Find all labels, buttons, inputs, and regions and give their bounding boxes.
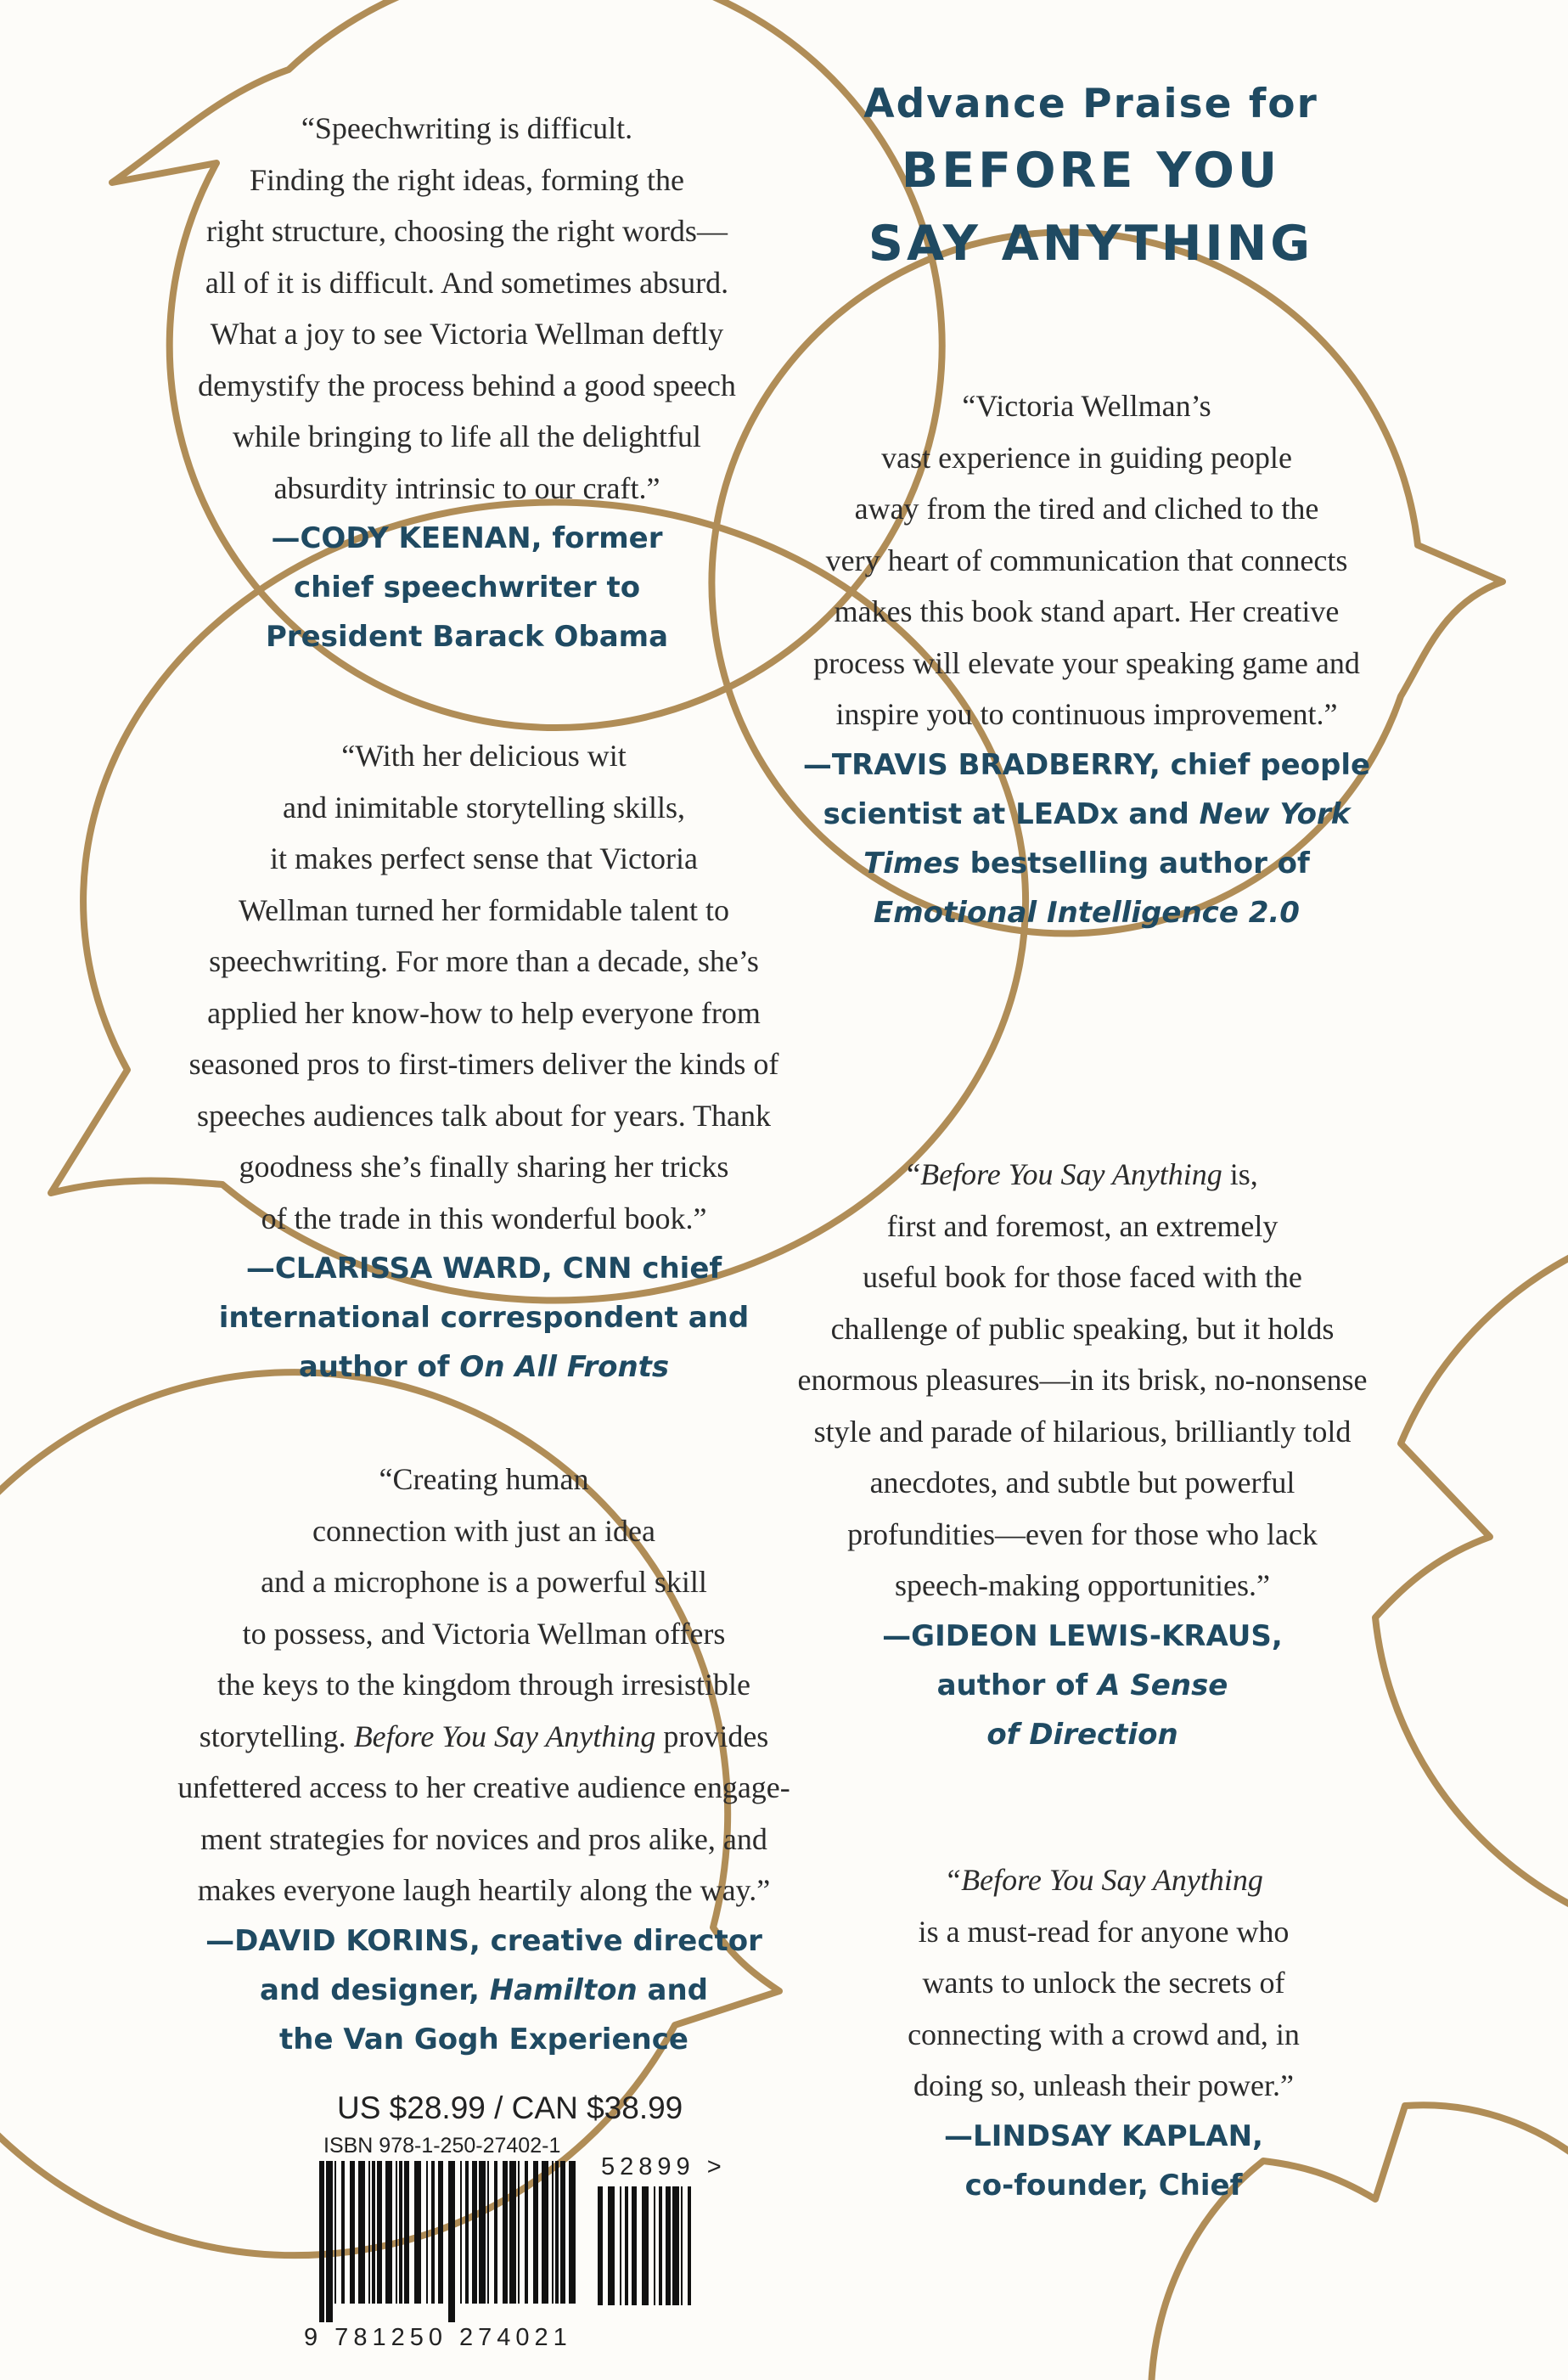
quote-line [136, 1711, 832, 1763]
quote-line: absurdity intrinsic to our craft.” [273, 470, 660, 505]
quote-text [123, 730, 845, 1244]
barcode-bar [399, 2161, 402, 2304]
quote-line: speech-making opportunities.” [895, 1568, 1270, 1602]
barcode-bar [503, 2161, 508, 2304]
quote-line: connection with just an idea [312, 1513, 655, 1548]
quote-text [747, 380, 1426, 740]
quote-line: useful book for those faced with the [863, 1260, 1302, 1294]
quote-line: What a joy to see Victoria Wellman deftly [210, 317, 724, 351]
barcode-bar [688, 2186, 691, 2305]
quote-line: Wellman turned her formidable talent to [239, 892, 729, 927]
attribution-line [747, 839, 1426, 888]
barcode-bar [672, 2186, 679, 2305]
quote-line: and a microphone is a powerful skill [261, 1565, 707, 1599]
quote-line: and inimitable storytelling skills, [283, 790, 685, 824]
quote-line: goodness she’s finally sharing her tricks [239, 1150, 729, 1184]
barcode-bar [426, 2161, 428, 2304]
book-title-line-1: BEFORE YOU [901, 143, 1281, 199]
barcode-bar [533, 2161, 538, 2304]
barcode-digits: 9 781250 274021 [304, 2324, 572, 2351]
quote-line: away from the tired and cliched to the [854, 492, 1319, 526]
show-title: Hamilton [489, 1972, 638, 2007]
quote-line: it makes perfect sense that Victoria [270, 841, 698, 875]
barcode-bar [438, 2161, 443, 2304]
barcode-bar [620, 2186, 621, 2305]
quote-line: speeches audiences talk about for years. Thank [196, 1098, 772, 1133]
quote-line: doing so, unleash their power.” [913, 2068, 1294, 2102]
barcode-bar [542, 2161, 548, 2304]
barcode-bar [326, 2161, 333, 2322]
attribution-line: —DAVID KORINS, creative director [205, 1923, 762, 1958]
barcode-bar [465, 2161, 469, 2304]
attribution-line: chief speechwriter to [293, 571, 641, 605]
quote-line: “Creating human [379, 1462, 589, 1496]
barcode-bar [372, 2161, 375, 2304]
barcode-bar [487, 2161, 489, 2304]
barcode-bar [632, 2186, 637, 2305]
barcode-bar [396, 2161, 397, 2304]
quote-line: right structure, choosing the right words— [206, 214, 728, 248]
attribution-part: scientist at LEADx and [823, 796, 1200, 831]
quote-attribution [747, 740, 1426, 937]
publication-name: New York [1199, 796, 1351, 831]
book-title: Emotional Intelligence 2.0 [874, 895, 1300, 930]
quote-part: provides [655, 1719, 769, 1753]
barcode-bar [404, 2161, 409, 2304]
quote-line [743, 1149, 1422, 1201]
quote-line: demystify the process behind a good speech [198, 368, 736, 402]
attribution-part: author of [936, 1668, 1099, 1702]
attribution-line: the Van Gogh Experience [279, 2022, 688, 2056]
publication-name: Times [863, 846, 960, 881]
attribution-line [743, 1661, 1422, 1710]
attribution-line: —TRAVIS BRADBERRY, chief people [802, 747, 1371, 782]
quote-line: vast experience in guiding people [881, 440, 1292, 475]
quote-travis-bradberry [747, 380, 1426, 937]
barcode-bar [509, 2161, 516, 2304]
barcode-bar [560, 2161, 565, 2304]
quote-line: very heart of communication that connects [825, 543, 1348, 577]
quote-line: challenge of public speaking, but it holds [830, 1311, 1335, 1346]
barcode-bar [569, 2161, 576, 2304]
isbn-label: ISBN 978-1-250-27402-1 [323, 2134, 561, 2158]
quote-cody-keenan [153, 103, 781, 661]
quote-attribution [123, 1244, 845, 1392]
attribution-part: bestselling author of [959, 846, 1310, 881]
quote-line: all of it is difficult. And sometimes absurd. [205, 265, 729, 300]
barcode-bar [625, 2186, 628, 2305]
quote-part: storytelling. [199, 1719, 354, 1753]
barcode-bar [377, 2161, 382, 2304]
barcode-bar [472, 2161, 477, 2304]
quote-clarissa-ward [123, 730, 845, 1392]
quote-line: unfettered access to her creative audience engage- [177, 1770, 790, 1804]
quote-line: enormous pleasures—in its brisk, no-nonsense [797, 1363, 1368, 1397]
barcode-bar [525, 2161, 528, 2304]
price-addon-digits: 52899 > [601, 2153, 727, 2180]
barcode-bar [608, 2186, 615, 2305]
quote-lindsay-kaplan [840, 1854, 1367, 2210]
barcode-bar [666, 2186, 671, 2305]
book-title-line-2: SAY ANYTHING [868, 216, 1314, 272]
quote-line: while bringing to life all the delightful [233, 419, 701, 453]
quote-text [840, 1854, 1367, 2112]
attribution-part: author of [298, 1350, 460, 1384]
attribution-line: international correspondent and [218, 1301, 750, 1335]
quote-part: is, [1222, 1157, 1258, 1191]
attribution-line: —CODY KEENAN, former [271, 521, 663, 555]
quote-text [153, 103, 781, 514]
attribution-line: of Direction [986, 1717, 1178, 1752]
attribution-part: and [637, 1972, 709, 2007]
barcode-bar [334, 2161, 336, 2304]
quote-attribution [136, 1916, 832, 2064]
barcode-bar [358, 2161, 365, 2304]
quote-line: first and foremost, an extremely [886, 1208, 1279, 1243]
barcode-bar [552, 2161, 554, 2304]
barcode-bar [448, 2161, 455, 2322]
quote-line: “Victoria Wellman’s [962, 389, 1211, 423]
attribution-line [747, 790, 1426, 839]
attribution-line: —GIDEON LEWIS-KRAUS, [882, 1618, 1283, 1653]
quote-text [743, 1149, 1422, 1612]
barcode-bar [659, 2186, 662, 2305]
attribution-line: —CLARISSA WARD, CNN chief [245, 1252, 722, 1286]
book-title: Before You Say Anything [353, 1719, 656, 1753]
barcode-bar [479, 2161, 486, 2304]
quote-line: applied her know-how to help everyone from [207, 995, 761, 1030]
quote-line: seasoned pros to first-timers deliver the kinds of [188, 1047, 779, 1081]
quote-line: inspire you to continuous improvement.” [835, 697, 1338, 731]
quote-gideon-lewis-kraus [743, 1149, 1422, 1759]
attribution-line: co-founder, Chief [964, 2168, 1243, 2203]
barcode-bar [431, 2161, 435, 2304]
quote-line: process will elevate your speaking game and [813, 645, 1360, 680]
barcode-bar [350, 2161, 355, 2304]
quote-david-korins [136, 1454, 832, 2064]
quote-line: wants to unlock the secrets of [922, 1966, 1285, 2000]
quote-attribution [743, 1612, 1422, 1759]
barcode-bar [681, 2186, 683, 2305]
barcode-bar [555, 2161, 559, 2304]
quote-line: connecting with a crowd and, in [908, 2017, 1300, 2051]
quote-line: “With her delicious wit [341, 739, 627, 773]
barcode-bar [385, 2161, 392, 2304]
quote-line: style and parade of hilarious, brilliantly told [813, 1414, 1352, 1449]
quote-part: “ [907, 1157, 921, 1191]
quote-line: ment strategies for novices and pros alike, and [200, 1821, 767, 1856]
barcode-bar [598, 2186, 603, 2305]
barcode-bar [654, 2186, 655, 2305]
attribution-part: and designer, [259, 1972, 490, 2007]
quote-line: makes everyone laugh heartily along the way.” [197, 1873, 771, 1907]
quote-line: to possess, and Victoria Wellman offers [242, 1616, 726, 1651]
attribution-line: President Barack Obama [265, 620, 669, 654]
isbn-barcode [318, 2161, 582, 2322]
barcode-bar [460, 2161, 462, 2304]
attribution-line: —LINDSAY KAPLAN, [944, 2118, 1263, 2153]
advance-praise-heading [853, 75, 1329, 280]
quote-line: speechwriting. For more than a decade, she’s [209, 944, 759, 978]
barcode-bar [518, 2161, 520, 2304]
barcode-bar [642, 2186, 649, 2305]
quote-text [136, 1454, 832, 1916]
quote-line: anecdotes, and subtle but powerful [869, 1466, 1295, 1499]
quote-line: the keys to the kingdom through irresistible [217, 1668, 750, 1702]
heading-line-1: Advance Praise for [863, 81, 1318, 127]
price-addon-barcode [596, 2186, 696, 2324]
quote-attribution [153, 514, 781, 661]
book-title: A Sense [1098, 1668, 1228, 1702]
attribution-line [123, 1342, 845, 1392]
price-label: US $28.99 / CAN $38.99 [337, 2090, 683, 2125]
quote-line: profundities—even for those who lack [847, 1516, 1318, 1551]
barcode-bar [414, 2161, 421, 2304]
book-title: Before You Say Anything [920, 1157, 1222, 1191]
barcode-bar [368, 2161, 370, 2304]
quote-line: “Speechwriting is difficult. [301, 111, 633, 145]
quote-line: “Before You Say Anything [944, 1863, 1263, 1897]
quote-line: is a must-read for anyone who [918, 1914, 1290, 1949]
quote-line: of the trade in this wonderful book.” [261, 1201, 707, 1235]
book-title: On All Fronts [459, 1350, 670, 1384]
quote-line: makes this book stand apart. Her creative [834, 594, 1340, 628]
barcode-bar [319, 2161, 324, 2322]
barcode-bar [341, 2161, 345, 2304]
attribution-line [136, 1966, 832, 2015]
quote-line: Finding the right ideas, forming the [250, 162, 684, 197]
quote-attribution [840, 2112, 1367, 2210]
barcode-bar [494, 2161, 497, 2304]
